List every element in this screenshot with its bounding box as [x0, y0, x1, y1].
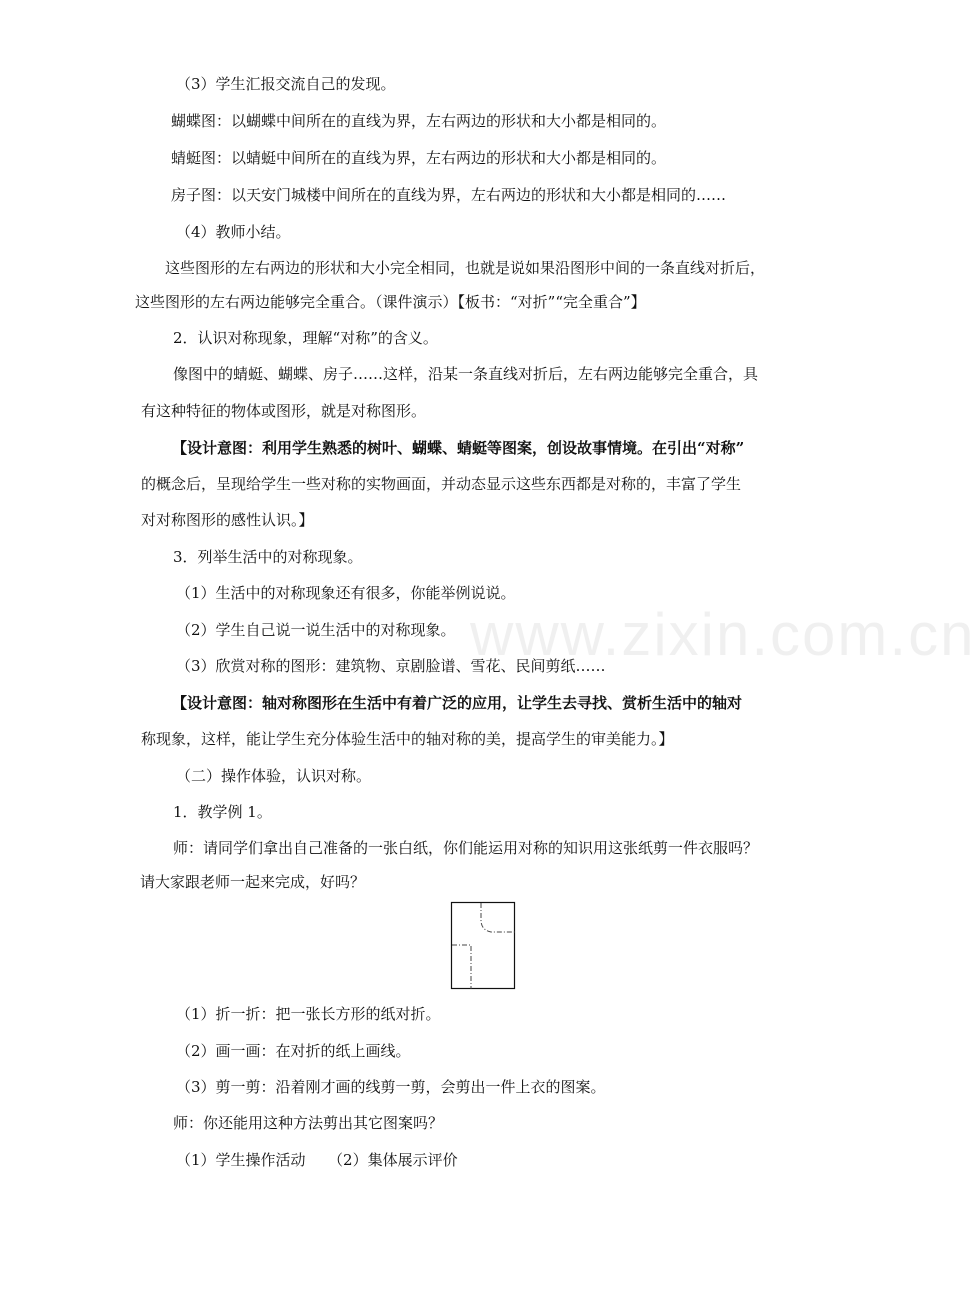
paragraph-summary-line1: 这些图形的左右两边的形状和大小完全相同，也就是说如果沿图形中间的一条直线对折后，	[165, 259, 766, 277]
design-intent-1-line3: 对对称图形的感性认识。】	[141, 511, 314, 529]
paragraph-definition-line2: 有这种特征的物体或图形，就是对称图形。	[141, 402, 427, 420]
step-draw: （2）画一画：在对折的纸上画线。	[176, 1042, 411, 1060]
paragraph-house: 房子图：以天安门城楼中间所在的直线为界，左右两边的形状和大小都是相同的……	[171, 186, 727, 204]
folded-paper-diagram	[451, 902, 517, 994]
paragraph-report-findings: （3）学生汇报交流自己的发现。	[176, 75, 396, 93]
design-intent-1-line2: 的概念后，呈现给学生一些对称的实物画面，并动态显示这些东西都是对称的，丰富了学生	[141, 475, 742, 493]
paragraph-definition-line1: 像图中的蜻蜓、蝴蝶、房子……这样，沿某一条直线对折后，左右两边能够完全重合，具	[173, 365, 759, 383]
heading-example-1: 1．教学例 1。	[173, 803, 272, 821]
heading-operation-experience: （二）操作体验，认识对称。	[176, 767, 372, 785]
paragraph-list-3: （3）欣赏对称的图形：建筑物、京剧脸谱、雪花、民间剪纸……	[176, 657, 606, 675]
paragraph-activities: （1）学生操作活动 （2）集体展示评价	[176, 1151, 458, 1169]
heading-list-symmetry: 3．列举生活中的对称现象。	[173, 548, 363, 566]
step-fold: （1）折一折：把一张长方形的纸对折。	[176, 1005, 441, 1023]
paper-fold-icon	[451, 902, 517, 990]
paragraph-teacher-prompt-line2: 请大家跟老师一起来完成，好吗？	[140, 873, 366, 891]
paragraph-list-1: （1）生活中的对称现象还有很多，你能举例说说。	[176, 584, 516, 602]
paragraph-butterfly: 蝴蝶图：以蝴蝶中间所在的直线为界，左右两边的形状和大小都是相同的。	[171, 112, 667, 130]
paragraph-teacher-summary: （4）教师小结。	[176, 223, 291, 241]
watermark: www.zixin.com.cn	[470, 601, 975, 668]
heading-understand-symmetry: 2．认识对称现象，理解“对称”的含义。	[173, 329, 438, 347]
design-intent-2-line1: 【设计意图：轴对称图形在生活中有着广泛的应用，让学生去寻找、赏析生活中的轴对	[172, 694, 743, 712]
paragraph-list-2: （2）学生自己说一说生活中的对称现象。	[176, 621, 456, 639]
design-intent-2-line2: 称现象，这样，能让学生充分体验生活中的轴对称的美，提高学生的审美能力。】	[141, 730, 674, 748]
paragraph-summary-line2: 这些图形的左右两边能够完全重合。（课件演示）【板书：“对折”“完全重合”】	[135, 293, 646, 311]
paragraph-dragonfly: 蜻蜓图：以蜻蜓中间所在的直线为界，左右两边的形状和大小都是相同的。	[171, 149, 667, 167]
design-intent-1-line1: 【设计意图：利用学生熟悉的树叶、蝴蝶、蜻蜓等图案，创设故事情境。在引出“对称”	[172, 439, 745, 457]
step-cut: （3）剪一剪：沿着刚才画的线剪一剪，会剪出一件上衣的图案。	[176, 1078, 606, 1096]
paragraph-teacher-question: 师：你还能用这种方法剪出其它图案吗？	[173, 1114, 444, 1132]
paragraph-teacher-prompt-line1: 师：请同学们拿出自己准备的一张白纸，你们能运用对称的知识用这张纸剪一件衣服吗？	[173, 839, 759, 857]
